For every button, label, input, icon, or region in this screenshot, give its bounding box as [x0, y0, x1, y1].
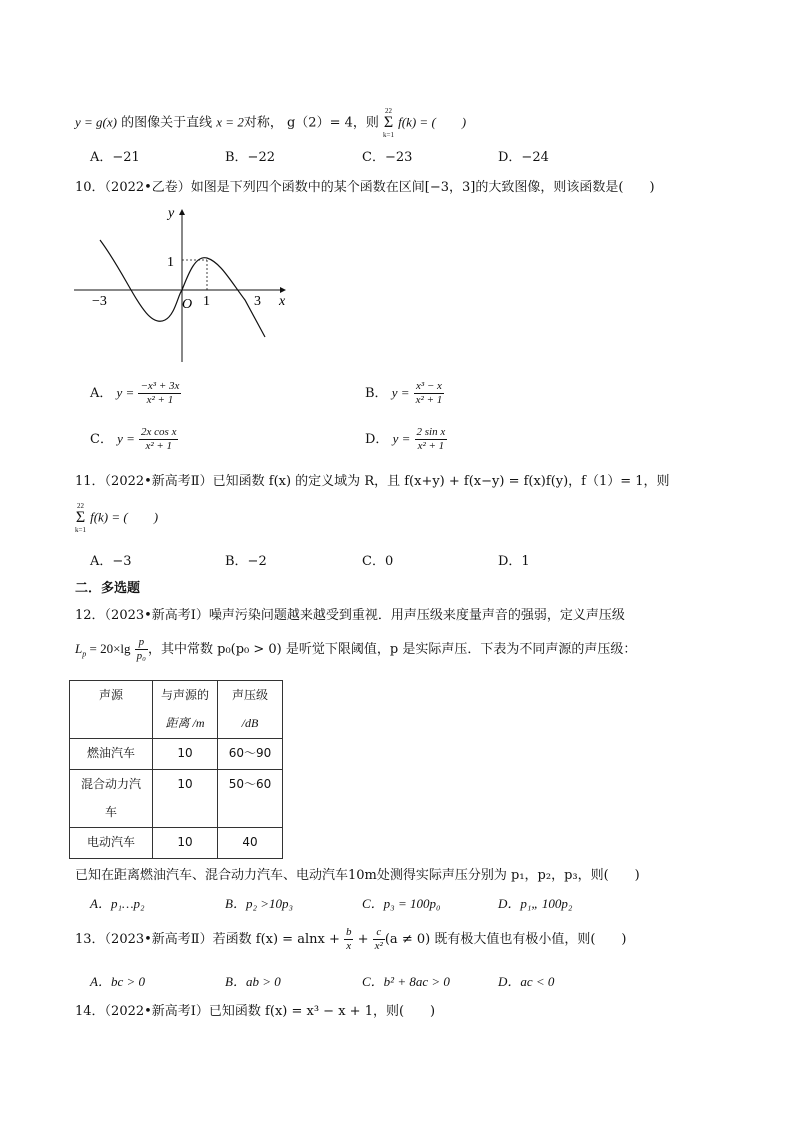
q9-option-b[interactable]: B．−22	[225, 150, 275, 165]
q10-option-b[interactable]	[365, 380, 444, 407]
q12-option-d[interactable]: D．p₁„ 100p₂	[498, 896, 573, 911]
q13-frac2-den: x²	[374, 940, 383, 952]
table-row	[70, 739, 283, 770]
q10-option-a-lhs: y =	[116, 385, 135, 400]
q13-frac2-num: c	[373, 926, 385, 940]
q13-option-d[interactable]: D．ac < 0	[498, 974, 555, 989]
q10-option-c-lhs: y =	[117, 431, 135, 446]
q11-option-c[interactable]: C．0	[362, 554, 394, 569]
x-tick-3: 3	[254, 294, 261, 309]
q11-option-d[interactable]: D．1	[498, 554, 530, 569]
q13-option-b[interactable]: B．ab > 0	[225, 974, 281, 989]
q9-option-d[interactable]: D．−24	[498, 150, 549, 165]
cell-distance: 10	[153, 770, 218, 828]
q12-formula-mid: = 20×lg	[86, 641, 131, 656]
q10-option-d-lhs: y =	[392, 431, 411, 446]
q11-option-a[interactable]: A．−3	[90, 554, 132, 569]
q9-option-a[interactable]: A．−21	[90, 150, 140, 165]
q12-formula-sub: p	[82, 649, 87, 659]
q9-text1: 的图像关于直线	[121, 115, 213, 131]
q10-option-b-letter: B．	[365, 386, 388, 401]
q10-option-a-num: −x³ + 3x	[140, 380, 180, 392]
q10-option-d[interactable]	[365, 426, 447, 453]
q12-stem3: 已知在距离燃油汽车、混合动力汽车、电动汽车10m处测得实际声压分别为 p₁，p₂，p₃，则( )	[75, 868, 640, 883]
q9-sum-top: 22	[385, 107, 392, 115]
q9-line: x = 2	[216, 114, 244, 130]
q12-formula-num: p	[135, 636, 148, 650]
q10-option-d-den: x² + 1	[417, 440, 445, 452]
q9-options	[0, 146, 794, 166]
q12-formula-frac	[135, 636, 148, 663]
q13-stem-b: (a ≠ 0) 既有极大值也有极小值，则( )	[384, 932, 627, 947]
q13-options	[0, 971, 794, 991]
q10-stem: 10．（2022•乙卷）如图是下列四个函数中的某个函数在区间[−3，3]的大致图像，则该函数是( )	[75, 180, 655, 195]
q10-option-a-letter: A．	[90, 386, 113, 401]
q12-formula-line	[75, 636, 636, 663]
origin-label: O	[182, 297, 193, 312]
q11-sum: 22 Σ k=1	[75, 502, 86, 534]
q10-option-c[interactable]	[90, 426, 178, 453]
cell-distance: 10	[153, 828, 218, 859]
header-source: 声源	[70, 681, 153, 739]
q12-option-a[interactable]: A．p₁…p₂	[90, 896, 145, 911]
q12-options	[0, 893, 794, 913]
q12-formula-lhs: L	[75, 641, 83, 656]
q10-option-c-letter: C．	[90, 432, 113, 447]
x-axis-label: x	[279, 294, 286, 309]
q12-formula-den: p₀	[136, 650, 146, 662]
q10-option-c-frac	[139, 426, 178, 453]
cell-level: 40	[218, 828, 283, 859]
q10-option-c-num: 2x cos x	[141, 426, 177, 438]
q13-option-c[interactable]: C．b² + 8ac > 0	[362, 974, 450, 989]
q11-stem: 11．（2022•新高考Ⅱ）已知函数 f(x) 的定义域为 R，且 f(x+y) + f(x−y) = f(x)f(y)，f（1）= 1，则	[75, 474, 670, 489]
header-level: 声压级 /dB	[218, 681, 283, 739]
q9-option-c[interactable]: C．−23	[362, 150, 413, 165]
cell-source: 燃油汽车	[70, 739, 153, 770]
table-header-row	[70, 681, 283, 739]
cell-source: 电动汽车	[70, 828, 153, 859]
cell-distance: 10	[153, 739, 218, 770]
q11-sum-line	[75, 502, 158, 534]
q9-text3: ，则	[352, 115, 379, 131]
q10-option-b-num: x³ − x	[414, 380, 445, 394]
q13-plus: +	[357, 932, 369, 947]
q10-option-a-frac	[138, 380, 181, 407]
q12-stem1: 12．（2023•新高考Ⅰ）噪声污染问题越来越受到重视．用声压级来度量声音的强弱，定义声压级	[75, 608, 625, 623]
q9-stem	[0, 105, 794, 139]
q10-option-b-den: x² + 1	[415, 394, 443, 406]
y-tick-one: 1	[167, 255, 174, 270]
q13-stem-a: 13．（2023•新高考Ⅱ）若函数 f(x) = alnx +	[75, 932, 340, 947]
header-distance: 与声源的 距离 /m	[153, 681, 218, 739]
q10-graph	[70, 200, 300, 368]
q13-frac1-num: b	[345, 926, 352, 938]
q12-option-b[interactable]: B．p₂ >10p₃	[225, 896, 294, 911]
q10-option-a-den: x² + 1	[146, 394, 174, 406]
q9-g2: g（2）= 4	[286, 115, 353, 131]
q10-option-a[interactable]	[90, 380, 181, 407]
q11-option-b[interactable]: B．−2	[225, 554, 267, 569]
x-tick-neg3: −3	[92, 294, 107, 309]
q9-prefix: y = g(x)	[75, 114, 117, 130]
q10-option-c-den: x² + 1	[145, 440, 173, 452]
q10-option-d-frac	[415, 426, 448, 453]
q9-sum-body: f(k) = ( )	[398, 114, 467, 130]
q12-option-c[interactable]: C．p₃ = 100p₀	[362, 896, 441, 911]
section-title: 二．多选题	[75, 581, 141, 596]
table-row	[70, 770, 283, 828]
q10-option-d-num: 2 sin x	[416, 426, 446, 438]
q9-sum: 22 Σ k=1	[383, 107, 394, 139]
q13-frac2	[373, 926, 385, 953]
x-tick-1: 1	[203, 294, 210, 309]
table-row	[70, 828, 283, 859]
q10-option-d-letter: D．	[365, 432, 389, 447]
q11-options	[0, 550, 794, 570]
q13-option-a[interactable]: A．bc > 0	[90, 974, 145, 989]
cell-level: 50～60	[218, 770, 283, 828]
q13-stem	[75, 926, 626, 953]
q9-sum-bottom: k=1	[383, 131, 394, 139]
q13-frac1	[344, 926, 354, 953]
q11-sum-top: 22	[76, 502, 84, 510]
q12-stem2: ，其中常数 p₀(p₀ > 0) 是听觉下限阈值，p 是实际声压．下表为不同声源的声压级：	[147, 642, 637, 657]
q11-sum-body: f(k) = ( )	[90, 509, 159, 525]
q14-stem: 14．（2022•新高考Ⅰ）已知函数 f(x) = x³ − x + 1，则( )	[75, 1004, 436, 1019]
cell-level: 60～90	[218, 739, 283, 770]
q10-option-b-lhs: y =	[391, 385, 410, 400]
q11-sum-bottom: k=1	[75, 526, 86, 534]
q13-frac1-den: x	[346, 940, 352, 952]
sound-table	[69, 680, 283, 859]
q10-option-b-frac	[414, 380, 445, 407]
cell-source: 混合动力汽 车	[70, 770, 153, 828]
q9-text2: 对称，	[243, 115, 283, 131]
y-axis-label: y	[168, 206, 175, 221]
